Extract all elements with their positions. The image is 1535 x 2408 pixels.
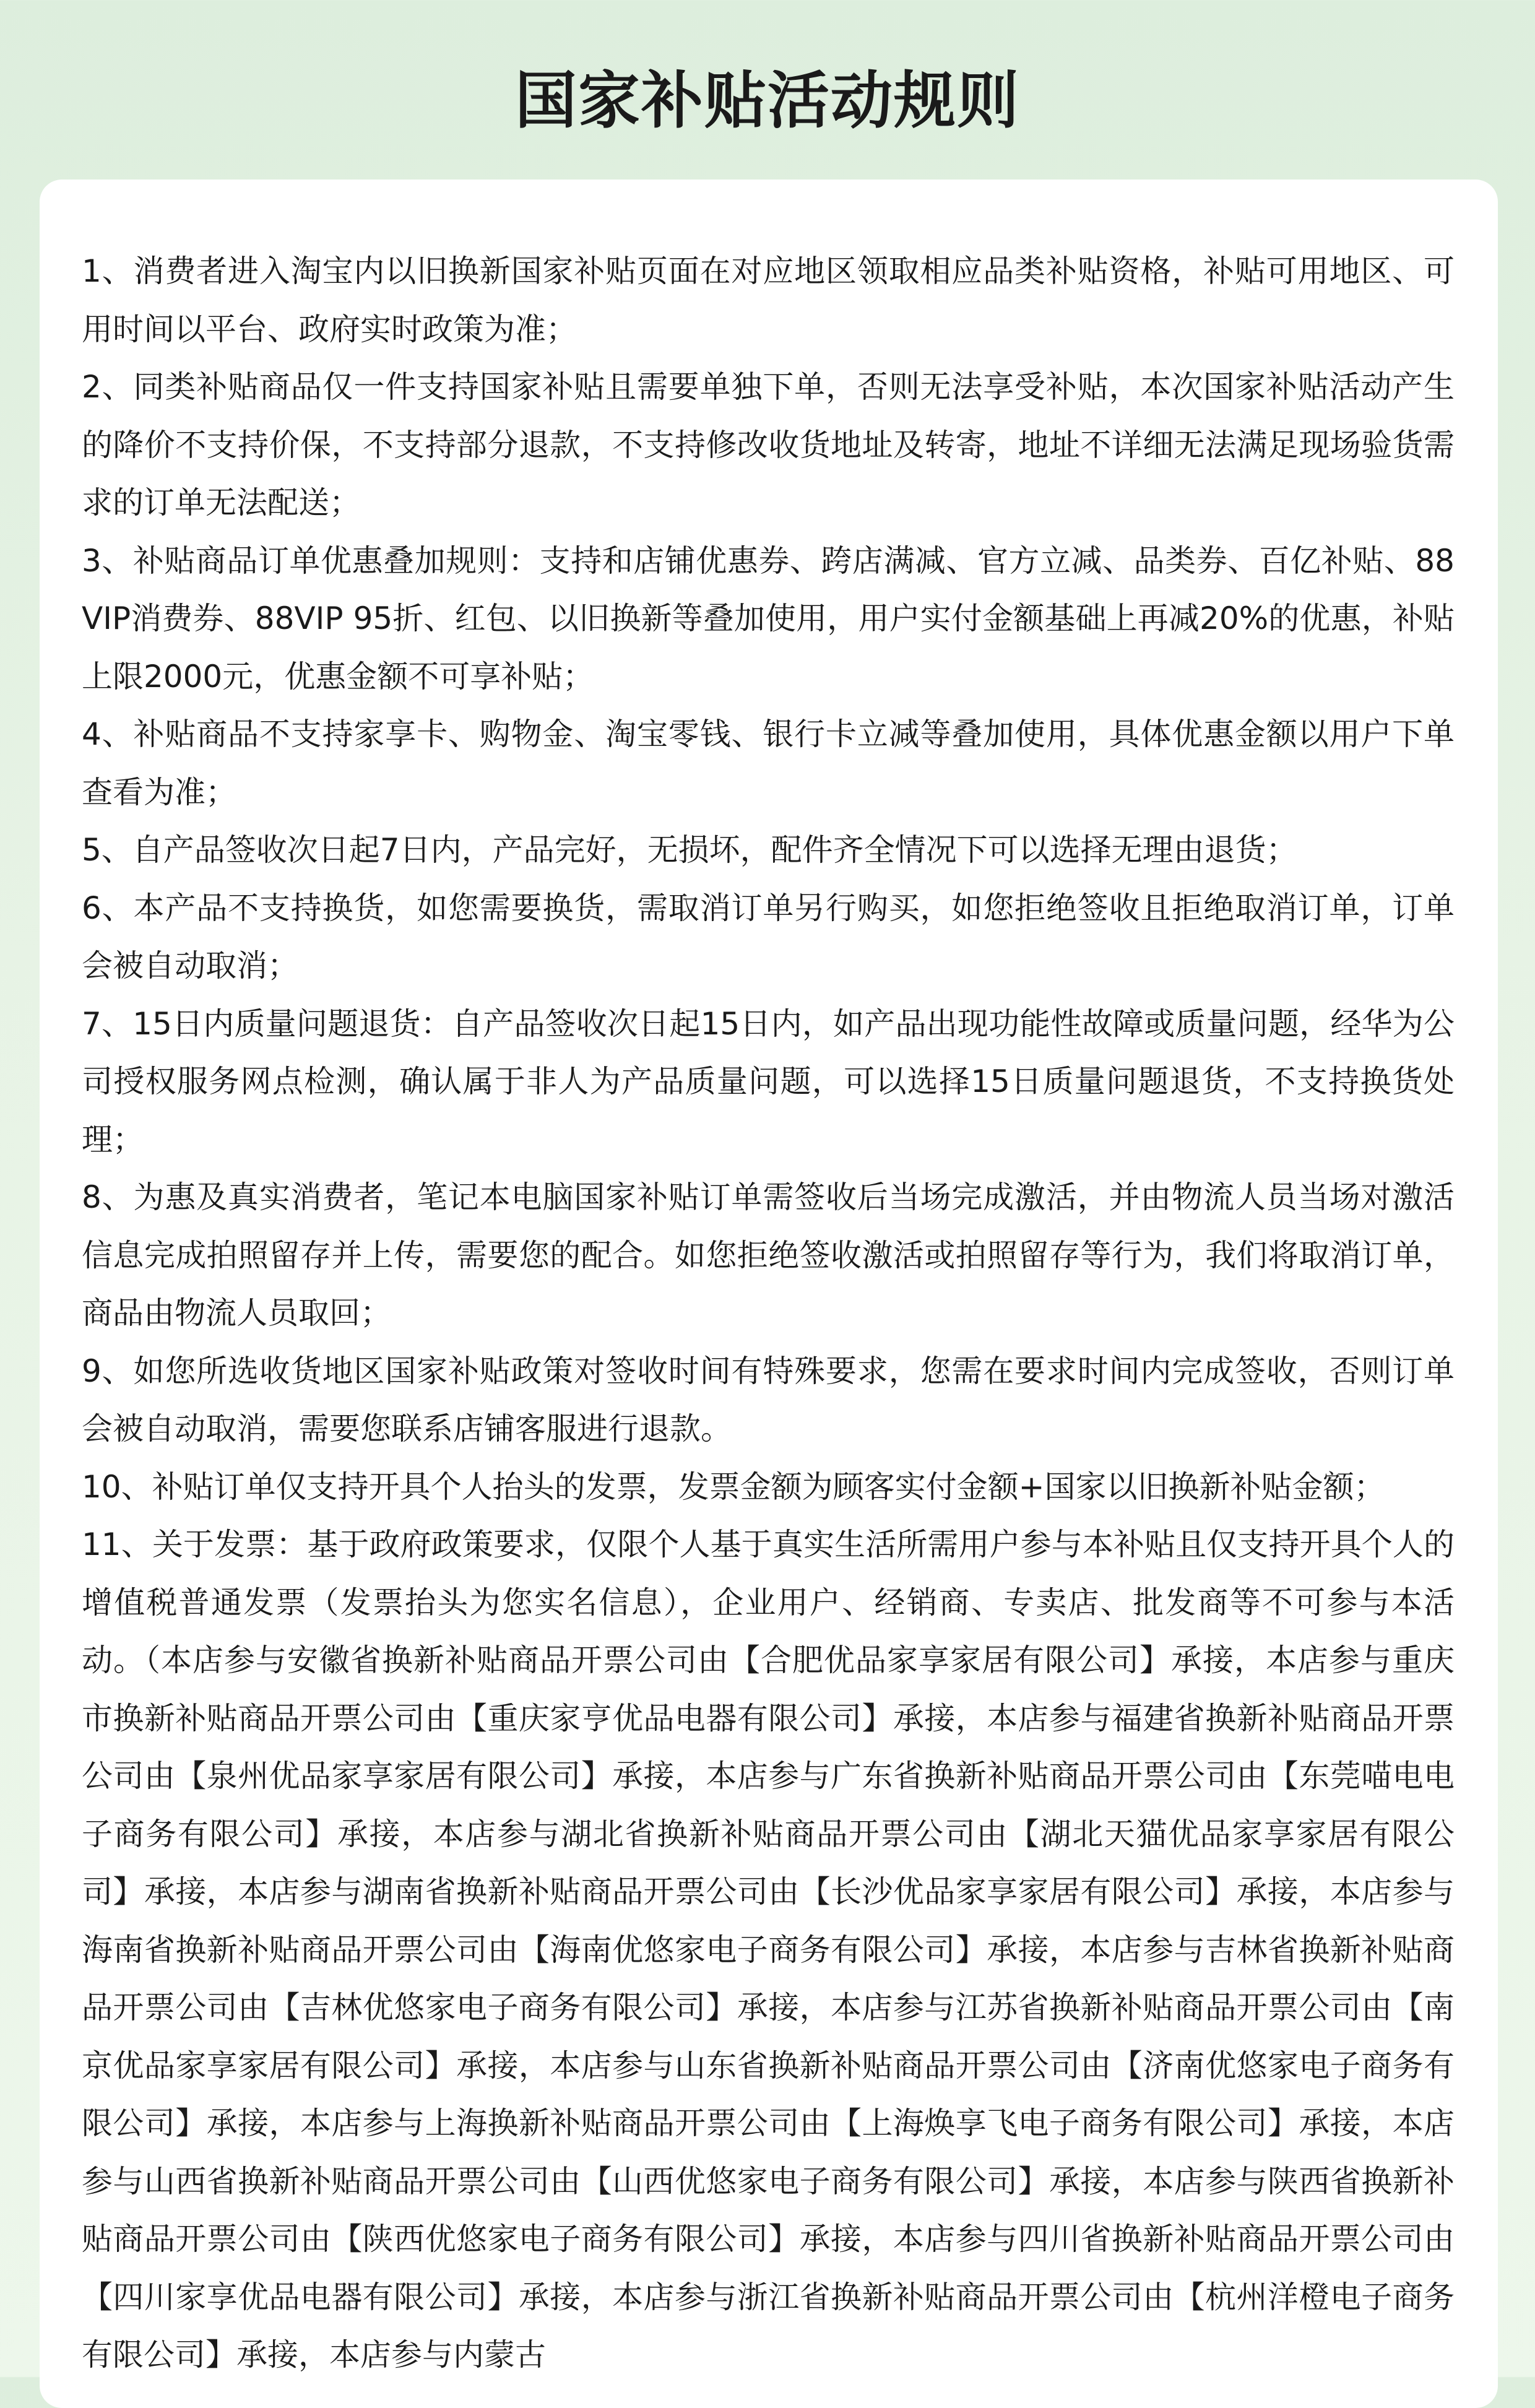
rule-item-4: 4、补贴商品不支持家享卡、购物金、淘宝零钱、银行卡立减等叠加使用，具体优惠金额以用户下单查看为准；: [82, 716, 1455, 810]
rule-item-5: 5、自产品签收次日起7日内，产品完好，无损坏，配件齐全情况下可以选择无理由退货；: [82, 832, 1297, 868]
rule-item-7: 7、15日内质量问题退货：自产品签收次日起15日内，如产品出现功能性故障或质量问题，经华为公司授权服务网点检测，确认属于非人为产品质量问题，可以选择15日质量问题退货，不支持换货处理；: [82, 1005, 1455, 1158]
rules-list: [82, 243, 1455, 2384]
rules-card: [40, 180, 1498, 2408]
rule-item-6: 6、本产品不支持换货，如您需要换货，需取消订单另行购买，如您拒绝签收且拒绝取消订单，订单会被自动取消；: [82, 890, 1455, 984]
rule-item-11: 11、关于发票：基于政府政策要求，仅限个人基于真实生活所需用户参与本补贴且仅支持开具个人的增值税普通发票（发票抬头为您实名信息），企业用户、经销商、专卖店、批发商等不可参与本活动。（本店参与安徽省换新补贴商品开票公司由【合肥优品家享家居有限公司】承接，本店参与重庆市换新补贴商品开票公司由【重庆家亨优品电器有限公司】承接，本店参与福建省换新补贴商品开票公司由【泉州优品家享家居有限公司】承接，本店参与广东省换新补贴商品开票公司由【东莞喵电电子商务有限公司】承接，本店参与湖北省换新补贴商品开票公司由【湖北天猫优品家享家居有限公司】承接，本店参与湖南省换新补贴商品开票公司由【长沙优品家享家居有限公司】承接，本店参与海南省换新补贴商品开票公司由【海南优悠家电子商务有限公司】承接，本店参与吉林省换新补贴商品开票公司由【吉林优悠家电子商务有限公司】承接，本店参与江苏省换新补贴商品开票公司由【南京优品家享家居有限公司】承接，本店参与山东省换新补贴商品开票公司由【济南优悠家电子商务有限公司】承接，本店参与上海换新补贴商品开票公司由【上海焕享飞电子商务有限公司】承接，本店参与山西省换新补贴商品开票公司由【山西优悠家电子商务有限公司】承接，本店参与陕西省换新补贴商品开票公司由【陕西优悠家电子商务有限公司】承接，本店参与四川省换新补贴商品开票公司由【四川家享优品电器有限公司】承接，本店参与浙江省换新补贴商品开票公司由【杭州洋橙电子商务有限公司】承接，本店参与内蒙古: [82, 1527, 1455, 2373]
rule-item-8: 8、为惠及真实消费者，笔记本电脑国家补贴订单需签收后当场完成激活，并由物流人员当场对激活信息完成拍照留存并上传，需要您的配合。如您拒绝签收激活或拍照留存等行为，我们将取消订单，商品由物流人员取回；: [82, 1179, 1455, 1331]
rule-item-3: 3、补贴商品订单优惠叠加规则：支持和店铺优惠券、跨店满减、官方立减、品类券、百亿补贴、88VIP消费券、88VIP 95折、红包、以旧换新等叠加使用，用户实付金额基础上再减20%的优惠，补贴上限2000元，优惠金额不可享补贴；: [82, 542, 1455, 695]
rule-item-1: 1、消费者进入淘宝内以旧换新国家补贴页面在对应地区领取相应品类补贴资格，补贴可用地区、可用时间以平台、政府实时政策为准；: [82, 253, 1455, 347]
rule-item-2: 2、同类补贴商品仅一件支持国家补贴且需要单独下单，否则无法享受补贴，本次国家补贴活动产生的降价不支持价保，不支持部分退款，不支持修改收货地址及转寄，地址不详细无法满足现场验货需求的订单无法配送；: [82, 369, 1455, 521]
rule-item-9: 9、如您所选收货地区国家补贴政策对签收时间有特殊要求，您需在要求时间内完成签收，否则订单会被自动取消，需要您联系店铺客服进行退款。: [82, 1353, 1455, 1447]
rule-item-10: 10、补贴订单仅支持开具个人抬头的发票，发票金额为顾客实付金额+国家以旧换新补贴金额；: [82, 1468, 1385, 1505]
page-title: 国家补贴活动规则: [515, 64, 1020, 137]
